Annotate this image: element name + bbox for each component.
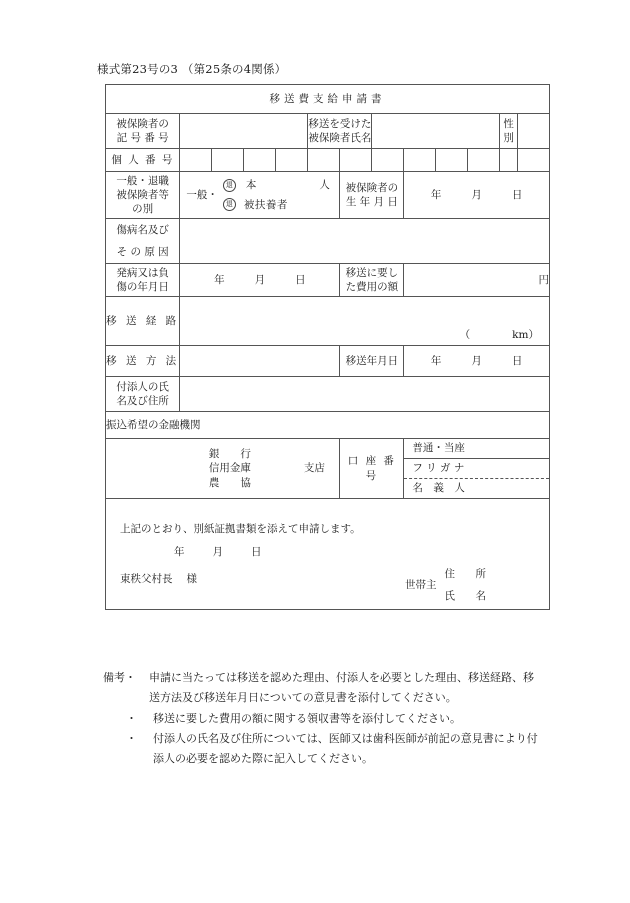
- onset-cost-row: [106, 264, 550, 297]
- gender-label: 性 別: [500, 114, 518, 149]
- notes-section: [103, 668, 563, 770]
- injury-row: [106, 219, 550, 264]
- declaration-row: [106, 499, 550, 610]
- insured-symbol-number-input[interactable]: [180, 114, 308, 149]
- note-item: [103, 668, 563, 709]
- bank-section-row: [106, 412, 550, 439]
- householder-name-label[interactable]: 氏 名: [444, 589, 491, 602]
- birthdate-input[interactable]: 年 月 日: [404, 172, 550, 219]
- account-number-label: 口 座 番 号: [340, 439, 404, 499]
- retire-circle-icon: 退: [223, 198, 236, 211]
- addressee-name: 東秩父村長: [120, 572, 173, 585]
- transported-insured-name-label: 移送を受けた 被保険者氏名: [308, 114, 372, 149]
- bank-detail-row: [106, 439, 550, 499]
- individual-number-cell[interactable]: [500, 149, 518, 172]
- furigana-label: フ リ ガ ナ: [412, 462, 465, 474]
- individual-number-cell[interactable]: [517, 149, 549, 172]
- account-holder-field[interactable]: [404, 479, 549, 498]
- retire-circle-icon: 退: [223, 179, 236, 192]
- individual-number-cell[interactable]: [244, 149, 276, 172]
- paren-left: （: [459, 328, 471, 341]
- bank-spacer: [106, 439, 180, 499]
- method-input[interactable]: [180, 346, 340, 377]
- category-option-self[interactable]: [223, 178, 344, 192]
- attendant-label: 付添人の氏 名及び住所: [106, 377, 180, 412]
- km-unit: km）: [512, 328, 539, 341]
- individual-number-row: [106, 149, 550, 172]
- bank-option-nokyo[interactable]: 農 協: [208, 476, 251, 489]
- method-label: 移 送 方 法: [106, 346, 180, 377]
- note-text: 付添人の氏名及び住所については、医師又は歯科医師が前記の意見書により付 添人の必要を認めた際に記入してください。: [153, 732, 538, 766]
- route-input[interactable]: [180, 297, 550, 346]
- attendant-input[interactable]: [180, 377, 550, 412]
- individual-number-cell[interactable]: [468, 149, 500, 172]
- note-item: [103, 729, 563, 770]
- bank-name-options[interactable]: [180, 439, 340, 499]
- note-text: 申請に当たっては移送を認めた理由、付添人を必要とした理由、移送経路、移 送方法及び移送年月日についての意見書を添付してください。: [149, 671, 534, 705]
- injury-name-input[interactable]: [180, 219, 550, 264]
- attendant-row: [106, 377, 550, 412]
- gender-input[interactable]: [517, 114, 549, 149]
- individual-number-cell[interactable]: [404, 149, 436, 172]
- transport-date-label: 移送年月日: [340, 346, 404, 377]
- account-details: [404, 439, 550, 499]
- declaration-statement: 上記のとおり、別紙証拠書類を添えて申請します。: [120, 523, 361, 536]
- note-bullet: ・: [126, 732, 137, 746]
- note-bullet: ・: [126, 711, 137, 725]
- individual-number-cell[interactable]: [436, 149, 468, 172]
- insured-symbol-number-label: 被保険者の 記 号 番 号: [106, 114, 180, 149]
- insured-row: [106, 114, 550, 149]
- bank-section-label: 振込希望の金融機関: [106, 412, 550, 439]
- cost-amount-label: 移送に要し た費用の額: [340, 264, 404, 297]
- route-distance-field[interactable]: [180, 328, 549, 345]
- declaration-date-input[interactable]: 年 月 日: [174, 546, 262, 559]
- application-form-table: [105, 84, 550, 610]
- yen-unit: 円: [538, 273, 549, 286]
- title-row: [106, 85, 550, 114]
- form-title: 移送費支給申請書: [106, 85, 550, 114]
- individual-number-cell[interactable]: [276, 149, 308, 172]
- note-text: 移送に要した費用の額に関する領収書等を添付してください。: [153, 711, 461, 725]
- transport-date-input[interactable]: 年 月 日: [404, 346, 550, 377]
- branch-label: 支店: [303, 462, 325, 475]
- transported-insured-name-input[interactable]: [372, 114, 500, 149]
- form-number-label: 様式第23号の3 （第25条の4関係）: [97, 62, 287, 76]
- householder-address-label[interactable]: 住 所: [444, 567, 491, 580]
- birthdate-label: 被保険者の 生 年 月 日: [340, 172, 404, 219]
- furigana-field[interactable]: [404, 459, 549, 479]
- route-label: 移 送 経 路: [106, 297, 180, 346]
- householder-fields: [445, 567, 492, 603]
- householder-block: [405, 567, 491, 603]
- notes-heading: 備考・: [103, 671, 136, 684]
- category-option-dependent-label: 被扶養者: [243, 198, 288, 211]
- bank-option-bank[interactable]: 銀 行: [208, 448, 251, 461]
- cost-amount-input[interactable]: [404, 264, 550, 297]
- category-option-dependent[interactable]: [223, 198, 344, 212]
- householder-label: 世帯主: [405, 578, 437, 591]
- account-holder-label: 名 義 人: [412, 482, 465, 494]
- category-options-cell: [180, 172, 344, 219]
- addressee-honorific: 様: [186, 572, 197, 585]
- individual-number-cell[interactable]: [372, 149, 404, 172]
- individual-number-cell[interactable]: [308, 149, 340, 172]
- individual-number-cell[interactable]: [212, 149, 244, 172]
- individual-number-cell[interactable]: [180, 149, 212, 172]
- route-row: [106, 297, 550, 346]
- injury-name-label: 傷病名及び そ の 原 因: [106, 219, 180, 264]
- declaration-cell: [106, 499, 550, 610]
- category-birthdate-row: [106, 172, 550, 219]
- account-type-field[interactable]: [404, 439, 549, 459]
- category-prefix: 一般・: [186, 188, 218, 201]
- account-type-label: 普通・当座: [412, 442, 465, 454]
- note-item: [103, 709, 563, 729]
- onset-date-input[interactable]: 年 月 日: [180, 264, 340, 297]
- method-row: [106, 346, 550, 377]
- individual-number-label: 個 人 番 号: [106, 149, 180, 172]
- onset-date-label: 発病又は負 傷の年月日: [106, 264, 180, 297]
- category-label: 一般・退職 被保険者等 の別: [106, 172, 180, 219]
- individual-number-cell[interactable]: [340, 149, 372, 172]
- category-option-self-label: 本 人: [245, 179, 344, 192]
- bank-option-shinkin[interactable]: 信用金庫 支店: [208, 462, 325, 475]
